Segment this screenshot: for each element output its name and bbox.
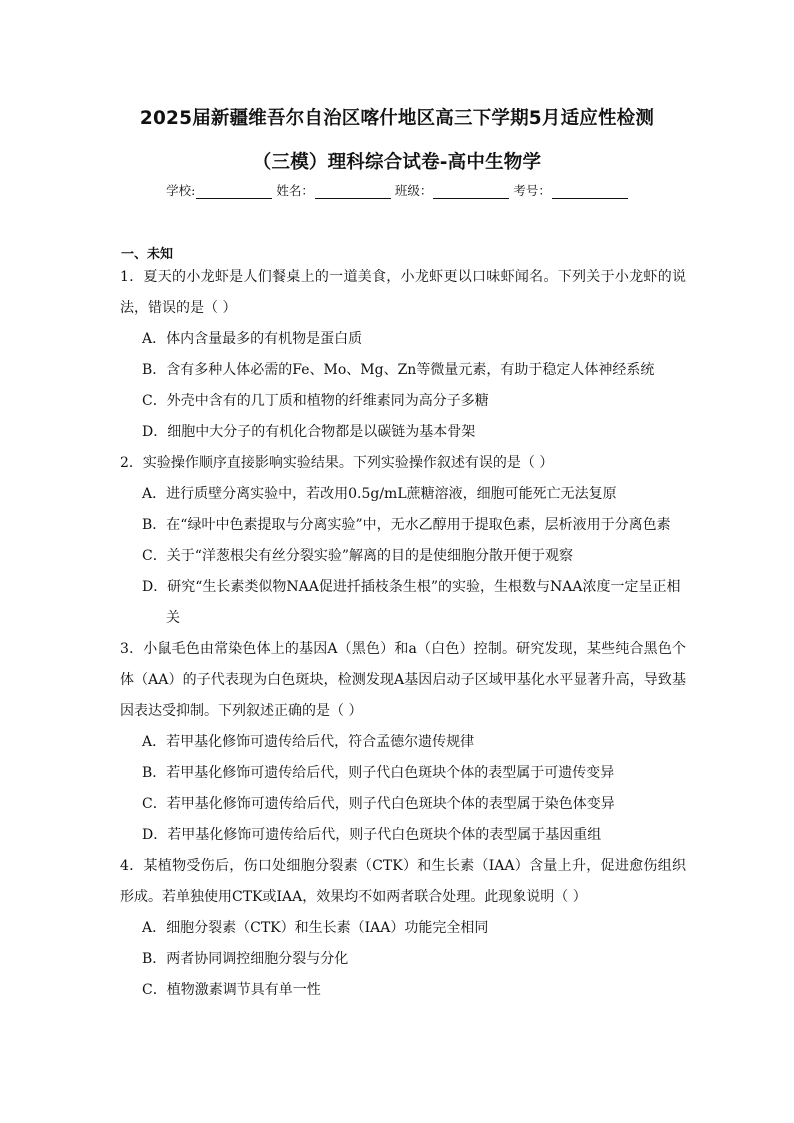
option-d: D．细胞中大分子的有机化合物都是以碳链为基本骨架 <box>142 424 476 440</box>
document-title-line-2: （三模）理科综合试卷-高中生物学 <box>252 152 542 173</box>
question-4 <box>120 851 686 1006</box>
name-blank <box>315 185 391 199</box>
option-c: C．关于“洋葱根尖有丝分裂实验”解离的目的是使细胞分散开便于观察 <box>142 548 574 564</box>
student-info-row <box>0 181 794 199</box>
question-stem: 2．实验操作顺序直接影响实验结果。下列实验操作叙述有误的是（ ） <box>120 455 554 471</box>
name-label: 姓名： <box>276 183 314 198</box>
question-3 <box>120 634 686 851</box>
section-heading: 一、未知 <box>121 247 174 262</box>
class-label: 班级： <box>394 183 433 198</box>
question-stem: 1．夏天的小龙虾是人们餐桌上的一道美食，小龙虾更以口味虾闻名。下列关于小龙虾的说法，错误的是（ ） <box>120 269 686 316</box>
school-label: 学校: <box>166 183 196 198</box>
question-stem: 3．小鼠毛色由常染色体上的基因A（黑色）和a（白色）控制。研究发现，某些纯合黑色个体（AA）的子代表现为白色斑块，检测发现A基因启动子区域甲基化水平显著升高，导致基因表达受抑制。下列叙述正确的是（ ） <box>120 641 686 719</box>
option-b: B．两者协同调控细胞分裂与分化 <box>142 951 349 967</box>
option-a: A．细胞分裂素（CTK）和生长素（IAA）功能完全相同 <box>142 920 489 936</box>
option-b: B．在“绿叶中色素提取与分离实验”中，无水乙醇用于提取色素，层析液用于分离色素 <box>142 517 671 533</box>
school-blank <box>196 185 272 199</box>
option-d: D．研究“生长素类似物NAA促进扦插枝条生根”的实验，生根数与NAA浓度一定呈正相关 <box>142 579 681 626</box>
option-b: B．含有多种人体必需的Fe、Mo、Mg、Zn等微量元素，有助于稳定人体神经系统 <box>142 362 655 378</box>
question-2 <box>120 448 686 634</box>
exam-number-label: 考号： <box>513 183 551 198</box>
option-a: A．进行质壁分离实验中，若改用0.5g/mL蔗糖溶液，细胞可能死亡无法复原 <box>142 486 617 502</box>
option-b: B．若甲基化修饰可遗传给后代，则子代白色斑块个体的表型属于可遗传变异 <box>142 765 615 781</box>
name-field <box>276 181 391 199</box>
question-list <box>120 262 686 1006</box>
exam-number-field <box>513 181 628 199</box>
class-blank <box>433 185 509 199</box>
option-d: D．若甲基化修饰可遗传给后代，则子代白色斑块个体的表型属于基因重组 <box>142 827 602 843</box>
option-c: C．外壳中含有的几丁质和植物的纤维素同为高分子多糖 <box>142 393 489 409</box>
option-c: C．若甲基化修饰可遗传给后代，则子代白色斑块个体的表型属于染色体变异 <box>142 796 615 812</box>
exam-number-blank <box>552 185 628 199</box>
option-c: C．植物激素调节具有单一性 <box>142 982 321 998</box>
class-field <box>395 181 510 199</box>
option-a: A．若甲基化修饰可遗传给后代，符合孟德尔遗传规律 <box>142 734 475 750</box>
school-field <box>166 181 272 199</box>
question-stem: 4．某植物受伤后，伤口处细胞分裂素（CTK）和生长素（IAA）含量上升，促进愈伤组织形成。若单独使用CTK或IAA，效果均不如两者联合处理。此现象说明（ ） <box>120 858 686 905</box>
question-1 <box>120 262 686 448</box>
option-a: A．体内含量最多的有机物是蛋白质 <box>142 331 363 347</box>
document-title-line-1: 2025届新疆维吾尔自治区喀什地区高三下学期5月适应性检测 <box>139 108 655 129</box>
